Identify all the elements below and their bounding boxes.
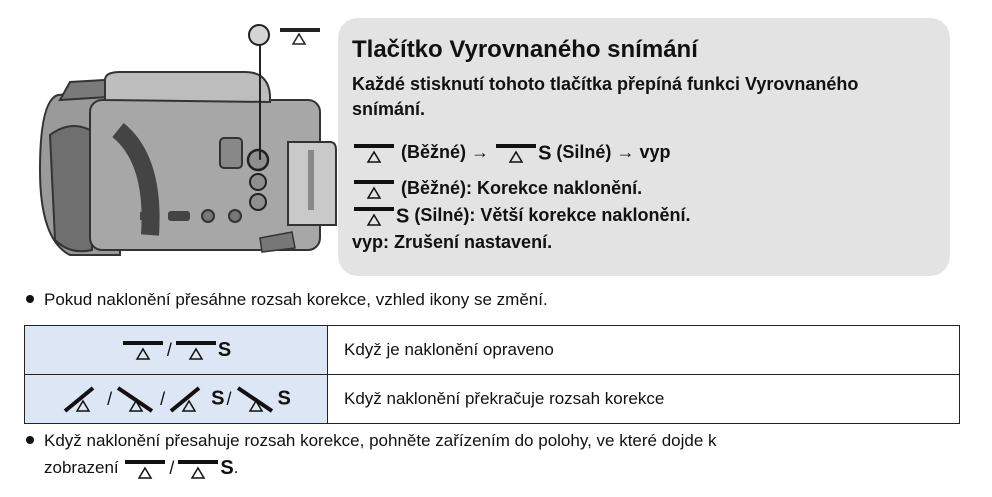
mode-cycle-line (352, 140, 671, 165)
bullet-icon (26, 295, 34, 303)
tilt-left-strong-warning-icon (167, 385, 211, 413)
level-shot-strong-icon (176, 458, 220, 480)
normal-mode-text: (Běžné): Korekce naklonění. (401, 178, 643, 198)
cycle-normal-label: (Běžné) (401, 142, 467, 162)
section-title: Tlačítko Vyrovnaného snímání (352, 36, 698, 63)
section-description: Každé stisknutí tohoto tlačítka přepíná funkci Vyrovnaného snímání. (352, 74, 859, 119)
table-row (25, 326, 960, 375)
cycle-off-label: vyp (639, 142, 671, 162)
tilt-left-warning-icon (61, 385, 105, 413)
strong-s-mark: S (217, 338, 232, 361)
slash-separator: / (226, 388, 232, 409)
note-move-device-line2 (44, 457, 239, 480)
off-mode-line: vyp: Zrušení nastavení. (352, 232, 553, 252)
cycle-strong-label: (Silné) (556, 142, 612, 162)
note-end-period: . (233, 457, 239, 477)
note-icon-change (26, 290, 548, 310)
level-shot-strong-icon (352, 205, 396, 227)
bullet-icon (26, 436, 34, 444)
tilt-right-warning-icon (114, 385, 158, 413)
strong-s-mark: S (277, 387, 291, 410)
note-move-device (26, 431, 717, 451)
level-shot-normal-icon (352, 178, 396, 200)
table-cell-text: Když je naklonění opraveno (328, 326, 960, 375)
strong-s-mark: S (211, 387, 225, 410)
strong-s-mark: S (220, 457, 234, 479)
camcorder-illustration (30, 20, 350, 270)
level-shot-normal-icon (121, 339, 165, 361)
slash-separator: / (107, 388, 113, 409)
level-shot-strong-icon (174, 339, 218, 361)
slash-separator: / (160, 388, 166, 409)
level-shot-strong-icon (494, 142, 538, 164)
cycle-arrow-2: → (616, 142, 635, 162)
slash-separator: / (166, 339, 172, 360)
table-cell-text: Když naklonění překračuje rozsah korekce (328, 375, 960, 424)
note-text: Pokud naklonění přesáhne rozsah korekce, vzhled ikony se změní. (44, 290, 548, 309)
table-cell-icons (25, 326, 328, 375)
icon-state-table (24, 325, 960, 424)
normal-mode-line (352, 176, 642, 200)
level-shot-normal-icon (123, 458, 167, 480)
table-cell-icons (25, 375, 328, 424)
strong-s-mark: S (538, 142, 552, 165)
slash-separator: / (169, 458, 175, 478)
table-row (25, 375, 960, 424)
strong-s-mark: S (396, 205, 410, 228)
strong-mode-line (352, 203, 690, 228)
note-text-line1: Když naklonění přesahuje rozsah korekce, pohněte zařízením do polohy, ve které dojde k (44, 431, 717, 450)
strong-mode-text: (Silné): Větší korekce naklonění. (414, 205, 691, 225)
level-shot-normal-icon (352, 142, 396, 164)
tilt-right-strong-warning-icon (234, 385, 278, 413)
cycle-arrow-1: → (471, 142, 490, 162)
note-text-line2: zobrazení (44, 457, 119, 477)
